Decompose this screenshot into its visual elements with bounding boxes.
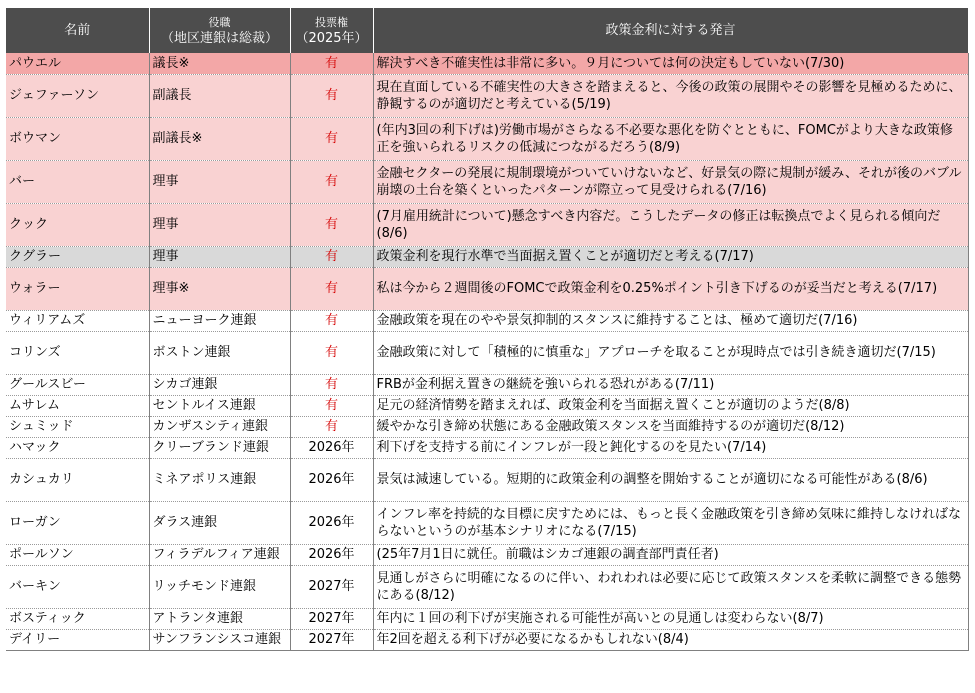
member-comment: 金融セクターの発展に規制環境がついていけないなど、好景気の際に規制が緩み、それが後のバブル崩壊の土台を築くといったパターンが際立って見受けられる(7/16)	[373, 160, 968, 203]
member-comment: 景気は減速している。短期的に政策金利の調整を開始することが適切になる可能性がある(8/6)	[373, 458, 968, 501]
member-vote: 有	[290, 374, 373, 395]
member-role: 副議長	[149, 74, 290, 117]
member-comment: 政策金利を現行水準で当面据え置くことが適切だと考える(7/17)	[373, 246, 968, 267]
table-row	[6, 310, 968, 331]
member-comment: 現在直面している不確実性の大きさを踏まえると、今後の政策の展開やその影響を見極めるために、静観するのが適切だと考えている(5/19)	[373, 74, 968, 117]
member-vote: 有	[290, 74, 373, 117]
member-vote: 有	[290, 53, 373, 74]
table-row	[6, 416, 968, 437]
table-row	[6, 267, 968, 310]
member-vote: 有	[290, 331, 373, 374]
member-comment: 年2回を超える利下げが必要になるかもしれない(8/4)	[373, 629, 968, 650]
table-row	[6, 629, 968, 650]
member-comment: FRBが金利据え置きの継続を強いられる恐れがある(7/11)	[373, 374, 968, 395]
member-role: クリーブランド連銀	[149, 437, 290, 458]
member-role: フィラデルフィア連銀	[149, 544, 290, 565]
member-vote: 2027年	[290, 565, 373, 608]
member-role: アトランタ連銀	[149, 608, 290, 629]
member-comment: 私は今から２週間後のFOMCで政策金利を0.25%ポイント引き下げるのが妥当だと考える(7/17)	[373, 267, 968, 310]
member-comment: (年内3回の利下げは)労働市場がさらなる不必要な悪化を防ぐとともに、FOMCがより大きな政策修正を強いられるリスクの低減につながるだろう(8/9)	[373, 117, 968, 160]
header-comment: 政策金利に対する発言	[373, 8, 968, 53]
member-comment: 金融政策に対して「積極的に慎重な」アプローチを取ることが現時点では引き続き適切だ(7/15)	[373, 331, 968, 374]
member-name: デイリー	[6, 629, 149, 650]
member-role: セントルイス連銀	[149, 395, 290, 416]
member-comment: 解決すべき不確実性は非常に多い。９月については何の決定もしていない(7/30)	[373, 53, 968, 74]
member-role: 理事	[149, 246, 290, 267]
member-vote: 2027年	[290, 608, 373, 629]
member-name: ローガン	[6, 501, 149, 544]
member-role: ボストン連銀	[149, 331, 290, 374]
table-row	[6, 203, 968, 246]
table-row	[6, 565, 968, 608]
member-role: ミネアポリス連銀	[149, 458, 290, 501]
member-vote: 有	[290, 310, 373, 331]
header-role: 役職 （地区連銀は総裁）	[149, 8, 290, 53]
member-vote: 2026年	[290, 458, 373, 501]
member-role: 副議長※	[149, 117, 290, 160]
member-comment: 利下げを支持する前にインフレが一段と鈍化するのを見たい(7/14)	[373, 437, 968, 458]
member-name: コリンズ	[6, 331, 149, 374]
member-comment: (7月雇用統計について)懸念すべき内容だ。こうしたデータの修正は転換点でよく見られる傾向だ(8/6)	[373, 203, 968, 246]
member-vote: 2026年	[290, 544, 373, 565]
member-name: ウォラー	[6, 267, 149, 310]
member-name: クック	[6, 203, 149, 246]
member-role: 理事※	[149, 267, 290, 310]
member-role: 理事	[149, 203, 290, 246]
member-vote: 有	[290, 416, 373, 437]
member-comment: 見通しがさらに明確になるのに伴い、われわれは必要に応じて政策スタンスを柔軟に調整できる態勢にある(8/12)	[373, 565, 968, 608]
member-comment: 足元の経済情勢を踏まえれば、政策金利を当面据え置くことが適切のようだ(8/8)	[373, 395, 968, 416]
member-vote: 有	[290, 395, 373, 416]
table-row	[6, 374, 968, 395]
member-role: リッチモンド連銀	[149, 565, 290, 608]
table-row	[6, 501, 968, 544]
member-role: サンフランシスコ連銀	[149, 629, 290, 650]
table-row	[6, 246, 968, 267]
member-comment: インフレ率を持続的な目標に戻すためには、もっと長く金融政策を引き締め気味に維持しなければならないというのが基本シナリオになる(7/15)	[373, 501, 968, 544]
member-vote: 2026年	[290, 501, 373, 544]
table-row	[6, 53, 968, 74]
member-vote: 有	[290, 203, 373, 246]
member-name: ポールソン	[6, 544, 149, 565]
table-row	[6, 608, 968, 629]
header-vote: 投票権 （2025年）	[290, 8, 373, 53]
member-role: 議長※	[149, 53, 290, 74]
member-comment: (25年7月1日に就任。前職はシカゴ連銀の調査部門責任者)	[373, 544, 968, 565]
member-name: クグラー	[6, 246, 149, 267]
member-name: カシュカリ	[6, 458, 149, 501]
member-vote: 有	[290, 267, 373, 310]
member-name: ハマック	[6, 437, 149, 458]
member-name: グールスビー	[6, 374, 149, 395]
member-comment: 金融政策を現在のやや景気抑制的スタンスに維持することは、極めて適切だ(7/16)	[373, 310, 968, 331]
member-vote: 有	[290, 246, 373, 267]
member-name: ボウマン	[6, 117, 149, 160]
member-name: ボスティック	[6, 608, 149, 629]
member-name: バー	[6, 160, 149, 203]
member-vote: 有	[290, 117, 373, 160]
member-role: ニューヨーク連銀	[149, 310, 290, 331]
table-row	[6, 544, 968, 565]
member-role: カンザスシティ連銀	[149, 416, 290, 437]
table-row	[6, 74, 968, 117]
member-role: 理事	[149, 160, 290, 203]
member-comment: 緩やかな引き締め状態にある金融政策スタンスを当面維持するのが適切だ(8/12)	[373, 416, 968, 437]
table-row	[6, 458, 968, 501]
member-vote: 有	[290, 160, 373, 203]
header-name: 名前	[6, 8, 149, 53]
table-row	[6, 160, 968, 203]
member-comment: 年内に１回の利下げが実施される可能性が高いとの見通しは変わらない(8/7)	[373, 608, 968, 629]
member-name: シュミッド	[6, 416, 149, 437]
table-header-row	[6, 8, 968, 53]
member-name: パウエル	[6, 53, 149, 74]
member-name: ウィリアムズ	[6, 310, 149, 331]
fomc-members-table	[6, 8, 969, 651]
member-role: ダラス連銀	[149, 501, 290, 544]
table-row	[6, 395, 968, 416]
member-name: バーキン	[6, 565, 149, 608]
member-role: シカゴ連銀	[149, 374, 290, 395]
table-row	[6, 117, 968, 160]
member-vote: 2027年	[290, 629, 373, 650]
member-name: ジェファーソン	[6, 74, 149, 117]
table-row	[6, 331, 968, 374]
member-vote: 2026年	[290, 437, 373, 458]
member-name: ムサレム	[6, 395, 149, 416]
table-row	[6, 437, 968, 458]
